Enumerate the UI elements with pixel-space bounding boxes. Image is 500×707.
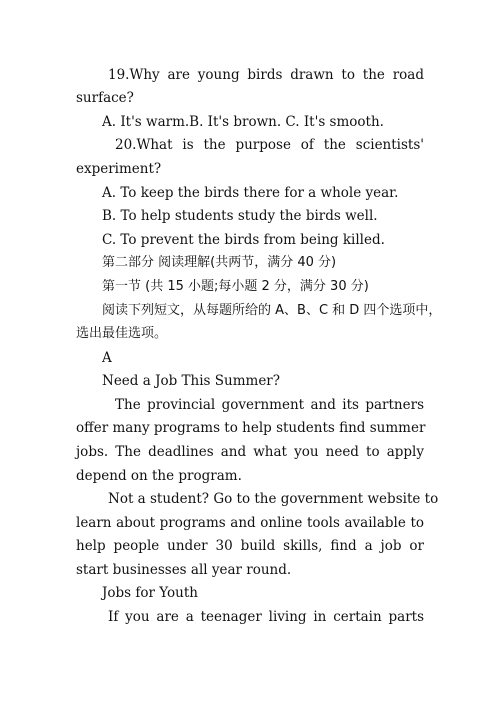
- passage-label: A: [102, 350, 112, 366]
- passage-title: Need a Job This Summer?: [102, 373, 280, 389]
- question-20-stem-continued: experiment?: [76, 161, 162, 177]
- instructions-line-1: 阅读下列短文，从每题所给的 A、B、C 和 D 四个选项中，: [102, 303, 442, 318]
- question-19-stem: 19.Why are young birds drawn to the road: [108, 67, 424, 83]
- paragraph-2-line: learn about programs and online tools available to: [76, 515, 424, 531]
- instructions-line-2: 选出最佳选项。: [76, 326, 168, 341]
- question-20-option-c: C. To prevent the birds from being killed.: [102, 232, 385, 248]
- paragraph-1-line: offer many programs to help students find summer: [76, 420, 426, 436]
- paragraph-3-line: If you are a teenager living in certain parts: [108, 609, 424, 625]
- paragraph-2-line: Not a student? Go to the government website to: [108, 491, 439, 507]
- paragraph-2-line: help people under 30 build skills, find a job or: [76, 538, 424, 554]
- part-two-heading: 第二部分 阅读理解(共两节，满分 40 分): [102, 255, 337, 270]
- paragraph-2-line: start businesses all year round.: [76, 562, 292, 578]
- paragraph-1-line: jobs. The deadlines and what you need to apply: [76, 444, 424, 460]
- question-20-option-a: A. To keep the birds there for a whole year.: [102, 185, 399, 201]
- question-20-stem: 20.What is the purpose of the scientists': [115, 137, 424, 153]
- subheading-jobs-for-youth: Jobs for Youth: [102, 585, 198, 601]
- question-19-stem-continued: surface?: [76, 90, 134, 106]
- question-19-options: A. It's warm.B. It's brown. C. It's smooth.: [102, 114, 384, 130]
- question-20-option-b: B. To help students study the birds well.: [102, 208, 378, 224]
- paragraph-1-line: The provincial government and its partners: [115, 397, 424, 413]
- section-one-heading: 第一节 (共 15 小题;每小题 2 分，满分 30 分): [102, 279, 369, 294]
- paragraph-1-line: depend on the program.: [76, 468, 242, 484]
